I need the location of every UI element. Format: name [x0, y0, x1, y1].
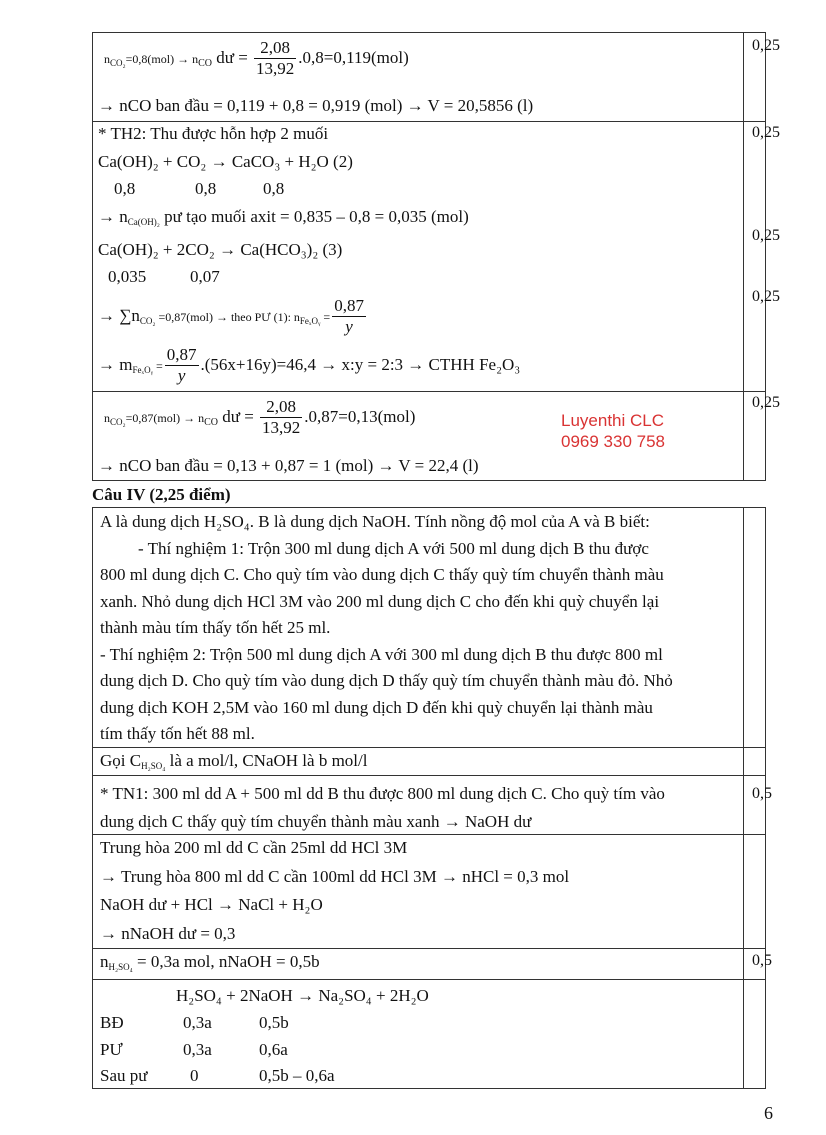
q4-row-divider — [92, 948, 766, 949]
problem-line: thành màu tím thấy tốn hết 25 ml. — [100, 618, 331, 637]
reaction-row-label: BĐ — [100, 1013, 124, 1032]
reaction-row-label: Sau pư — [100, 1066, 148, 1085]
reaction-cell: 0 — [190, 1066, 199, 1085]
mass-formula-line: → mFeₓOᵧ = $\frac{0,87}{y}$ .(56x+16y)=46,4 → x:y = 2:3 → CTHH Fe₂O₃ — [98, 345, 521, 386]
tn1-line: * TN1: 300 ml dd A + 500 ml dd B thu được 800 ml dung dịch C. Cho quỳ tím vào — [100, 784, 665, 803]
q4-score-divider — [743, 507, 744, 1089]
eq3-value: 0,035 — [108, 267, 147, 286]
neutral-line: → Trung hòa 800 ml dd C cần 100ml dd HCl 3M → nHCl = 0,3 mol — [100, 867, 570, 886]
reaction-cell: 0,3a — [183, 1040, 212, 1059]
neutral-line: NaOH dư + HCl → NaCl + H₂O — [100, 895, 323, 914]
reaction-cell: 0,5b — [259, 1013, 289, 1032]
row2-score: 0,25 — [752, 288, 780, 305]
top-table-row-divider — [92, 121, 766, 122]
acid-salt-line: → nCa(OH)₂ pư tạo muối axit = 0,835 – 0,8 = 0,035 (mol) — [98, 207, 469, 227]
neutral-line: Trung hòa 200 ml dd C cần 25ml dd HCl 3M — [100, 838, 408, 857]
reaction-row-label: PƯ — [100, 1040, 123, 1059]
q4-row-divider — [92, 747, 766, 748]
eq2-value: 0,8 — [114, 179, 136, 198]
q4-row-divider — [92, 979, 766, 980]
th2-heading: * TH2: Thu được hỗn hợp 2 muối — [98, 124, 329, 143]
row3-equation: nCO₂=0,87(mol) → nCO dư = $\frac{2,08}{13,92}$ .0,87=0,13(mol) — [104, 397, 416, 438]
reaction-cell: 0,6a — [259, 1040, 288, 1059]
variable-definition: Gọi CH₂SO₄ là a mol/l, CNaOH là b mol/l — [100, 751, 368, 771]
eq2-value: 0,8 — [195, 179, 217, 198]
moles-score: 0,5 — [752, 952, 772, 969]
neutral-line: → nNaOH dư = 0,3 — [100, 924, 236, 943]
row1-result: → nCO ban đầu = 0,119 + 0,8 = 0,919 (mol) → V = 20,5856 (l) — [98, 96, 534, 115]
section-title: Câu IV (2,25 điểm) — [92, 485, 231, 504]
problem-line: dung dịch KOH 2,5M vào 160 ml dung dịch D đến khi quỳ chuyển lại thành màu — [100, 698, 653, 717]
problem-line: 800 ml dung dịch C. Cho quỳ tím vào dung dịch C thấy quỳ tím chuyển thành màu — [100, 565, 664, 584]
row2-score: 0,25 — [752, 227, 780, 244]
row3-score: 0,25 — [752, 394, 780, 411]
page-number: 6 — [764, 1103, 773, 1123]
problem-line: dung dịch D. Cho quỳ tím vào dung dịch D thấy quỳ tím chuyển thành màu đỏ. Nhỏ — [100, 671, 673, 690]
watermark-stamp: Luyenthi CLC 0969 330 758 — [561, 411, 665, 452]
row2-score: 0,25 — [752, 124, 780, 141]
sum-co2-line: → ∑nCO₂ =0,87(mol) → theo PƯ (1): nFeₓOᵧ = $\frac{0,87}{y}$ — [98, 296, 364, 337]
tn1-line: dung dịch C thấy quỳ tím chuyển thành màu xanh → NaOH dư — [100, 812, 532, 831]
reaction-cell: 0,5b – 0,6a — [259, 1066, 335, 1085]
row1-equation: nCO₂=0,8(mol) → nCO dư = $\frac{2,08}{13,92}$ .0,8=0,119(mol) — [104, 38, 409, 79]
equation-3: Ca(OH)₂ + 2CO₂ → Ca(HCO₃)₂ (3) — [98, 240, 343, 259]
problem-line: xanh. Nhỏ dung dịch HCl 3M vào 200 ml dung dịch C cho đến khi quỳ chuyển lại — [100, 592, 660, 611]
problem-line: A là dung dịch H₂SO₄. B là dung dịch NaOH. Tính nồng độ mol của A và B biết: — [100, 512, 650, 531]
eq2-value: 0,8 — [263, 179, 285, 198]
q4-row-divider — [92, 775, 766, 776]
tn1-score: 0,5 — [752, 785, 772, 802]
eq3-value: 0,07 — [190, 267, 220, 286]
row3-result: → nCO ban đầu = 0,13 + 0,87 = 1 (mol) → V = 22,4 (l) — [98, 456, 479, 475]
problem-line: - Thí nghiệm 1: Trộn 300 ml dung dịch A với 500 ml dung dịch B thu được — [138, 539, 649, 558]
q4-row-divider — [92, 834, 766, 835]
problem-line: tím thấy tốn hết 88 ml. — [100, 724, 255, 743]
top-table-row-divider — [92, 391, 766, 392]
problem-line: - Thí nghiệm 2: Trộn 500 ml dung dịch A với 300 ml dung dịch B thu được 800 ml — [100, 645, 663, 664]
equation-2: Ca(OH)₂ + CO₂ → CaCO₃ + H₂O (2) — [98, 152, 353, 171]
reaction-cell: 0,3a — [183, 1013, 212, 1032]
row1-score: 0,25 — [752, 37, 780, 54]
moles-line: nH₂SO₄ = 0,3a mol, nNaOH = 0,5b — [100, 952, 320, 972]
top-table-score-divider — [743, 32, 744, 481]
reaction-equation: H₂SO₄ + 2NaOH → Na₂SO₄ + 2H₂O — [176, 986, 429, 1005]
